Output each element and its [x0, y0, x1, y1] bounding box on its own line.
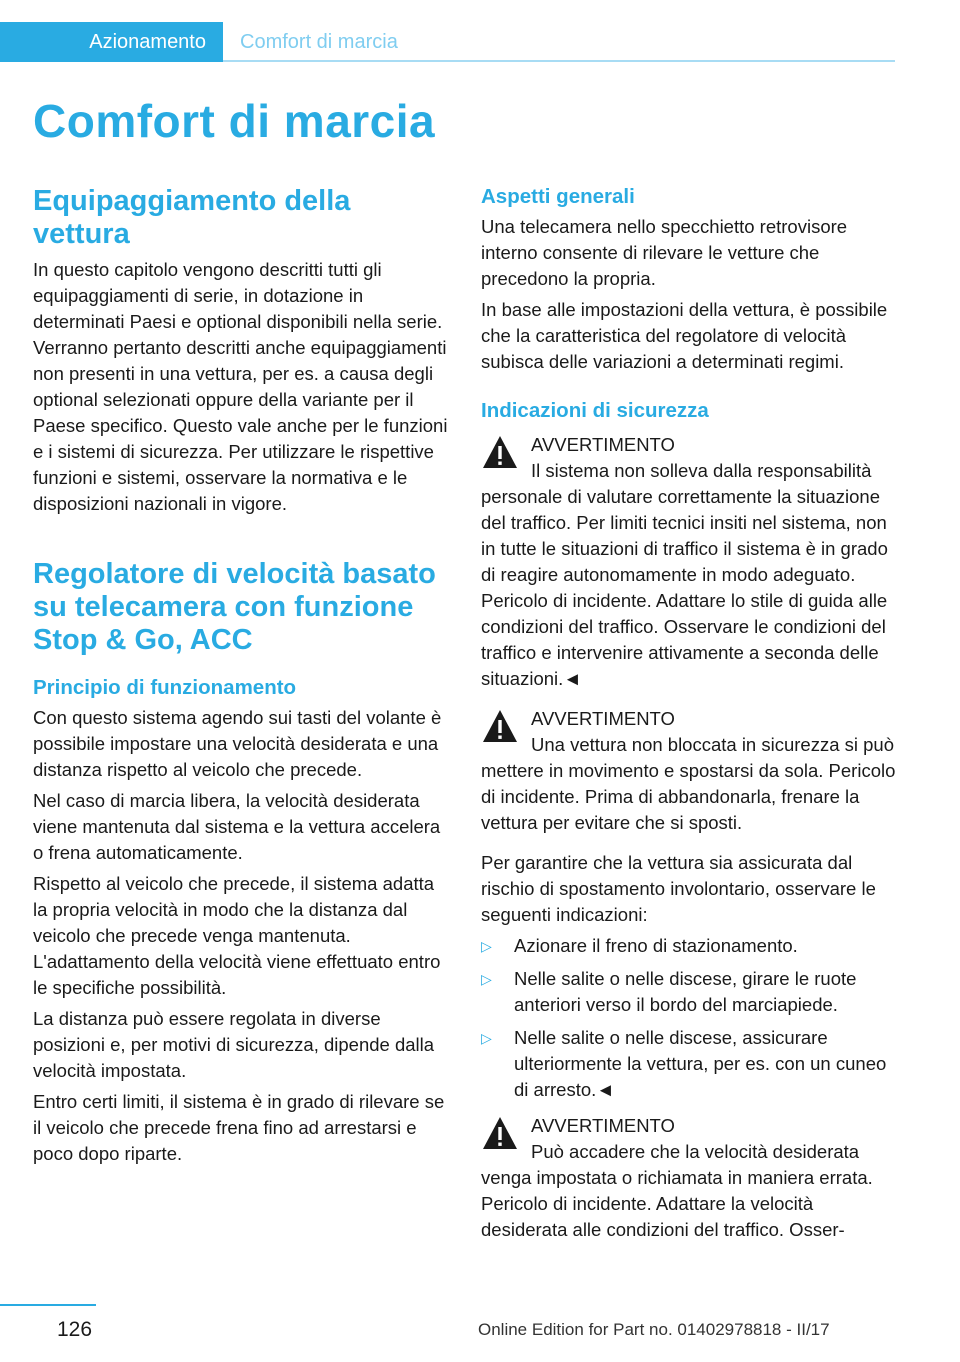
- chapter-tab: Comfort di marcia: [240, 31, 398, 53]
- right-column: [481, 184, 899, 1257]
- bullet-triangle-icon: ▷: [481, 938, 492, 954]
- warning-1: [481, 432, 899, 692]
- warning-2: [481, 706, 899, 836]
- warning-triangle-icon: [481, 434, 519, 470]
- warning-triangle-icon: [481, 1115, 519, 1151]
- section-tab: Azionamento: [0, 22, 223, 62]
- warning-3: [481, 1113, 899, 1243]
- paragraph-2: Nel caso di marcia libera, la velocità desiderata viene mantenuta dal sistema e la vettura accelera o frena automaticamente.: [33, 790, 441, 863]
- heading-acc: Regolatore di velocità basato su telecamera con funzione Stop & Go, ACC: [33, 558, 436, 656]
- warning-label: AVVERTIMENTO: [531, 1115, 675, 1136]
- bullet-triangle-icon: ▷: [481, 971, 492, 987]
- left-column: [33, 185, 451, 1172]
- list-item: ▷ Nelle salite o nelle discese, girare le ruote anteriori verso il bordo del marciapiede.: [481, 968, 857, 1015]
- header-rule: [223, 60, 895, 62]
- list-item: ▷ Nelle salite o nelle discese, assicurare ulteriormente la vettura, per es. con un cuneo di arresto.◄: [481, 1027, 887, 1100]
- warning-triangle-icon: [481, 708, 519, 744]
- footer-rule: [0, 1304, 96, 1306]
- bullet-list: [481, 933, 899, 1103]
- page-number: 126: [57, 1318, 93, 1341]
- warning-3-text: Può accadere che la velocità desiderata venga impostata o richiamata in maniera errata. Pericolo di incidente. Adattare la velocità desiderata alle condizioni del traffico. Osser-: [481, 1141, 873, 1240]
- general-2: In base alle impostazioni della vettura, è possibile che la caratteristica del regolatore di velocità subisca delle variazioni a determinati regimi.: [481, 299, 888, 372]
- bullet-triangle-icon: ▷: [481, 1030, 492, 1046]
- heading-safety: Indicazioni di sicurezza: [481, 399, 709, 422]
- paragraph-3: Rispetto al veicolo che precede, il sistema adatta la propria velocità in modo che la distanza dal veicolo che precede venga mantenuta. L'adattamento della velocità viene effettuato entro le specifiche possibilità.: [33, 873, 441, 998]
- heading-equipment: Equipaggiamento della vettura: [33, 185, 351, 250]
- paragraph-4: La distanza può essere regolata in diverse posizioni e, per motivi di sicurezza, dipende dalla velocità impostata.: [33, 1008, 435, 1081]
- warning-label: AVVERTIMENTO: [531, 434, 675, 455]
- warning-1-text: Il sistema non solleva dalla responsabilità personale di valutare correttamente la situazione del traffico. Per limiti tecnici insiti nel sistema, non in tutte le situazioni di traffico il sistema è in grado di reagire autonomamente in modo adeguato. Pericolo di incidente. Adattare lo stile di guida alle condizioni del traffico. Osservare le condizioni del traffico e intervenire attivamente a seconda delle situazioni.◄: [481, 460, 888, 689]
- edition-note: Online Edition for Part no. 01402978818 - II/17: [478, 1320, 830, 1339]
- list-item: ▷ Azionare il freno di stazionamento.: [481, 933, 899, 959]
- heading-general: Aspetti generali: [481, 185, 635, 208]
- warning-2-text: Una vettura non bloccata in sicurezza si può mettere in movimento e spostarsi da sola. Pericolo di incidente. Prima di abbandonarla, frenare la vettura per evitare che si sposti.: [481, 734, 896, 833]
- warning-2-intro: Per garantire che la vettura sia assicurata dal rischio di spostamento involontario, osservare le seguenti indicazioni:: [481, 852, 876, 925]
- paragraph-1: Con questo sistema agendo sui tasti del volante è possibile impostare una velocità desiderata e una distanza rispetto al veicolo che precede.: [33, 707, 442, 780]
- page-title: Comfort di marcia: [33, 95, 436, 147]
- paragraph-5: Entro certi limiti, il sistema è in grado di rilevare se il veicolo che precede frena fino ad arrestarsi e poco dopo riparte.: [33, 1091, 445, 1164]
- heading-principle: Principio di funzionamento: [33, 676, 297, 699]
- general-1: Una telecamera nello specchietto retrovisore interno consente di rilevare le vetture che precedono la propria.: [481, 216, 848, 289]
- paragraph-equipment: In questo capitolo vengono descritti tutti gli equipaggiamenti di serie, in dotazione in determinati Paesi e optional disponibili nella serie. Verranno pertanto descritti anche equipaggiamenti non presenti in una vettura, per es. a causa degli optional selezionati oppure della variante per il Paese specifico. Questo vale anche per le funzioni e i sistemi di sicurezza. Per utilizzare le rispettive funzioni e sistemi, osservare la normativa e le disposizioni nazionali in vigore.: [33, 259, 448, 514]
- warning-label: AVVERTIMENTO: [531, 708, 675, 729]
- running-header: [0, 22, 895, 62]
